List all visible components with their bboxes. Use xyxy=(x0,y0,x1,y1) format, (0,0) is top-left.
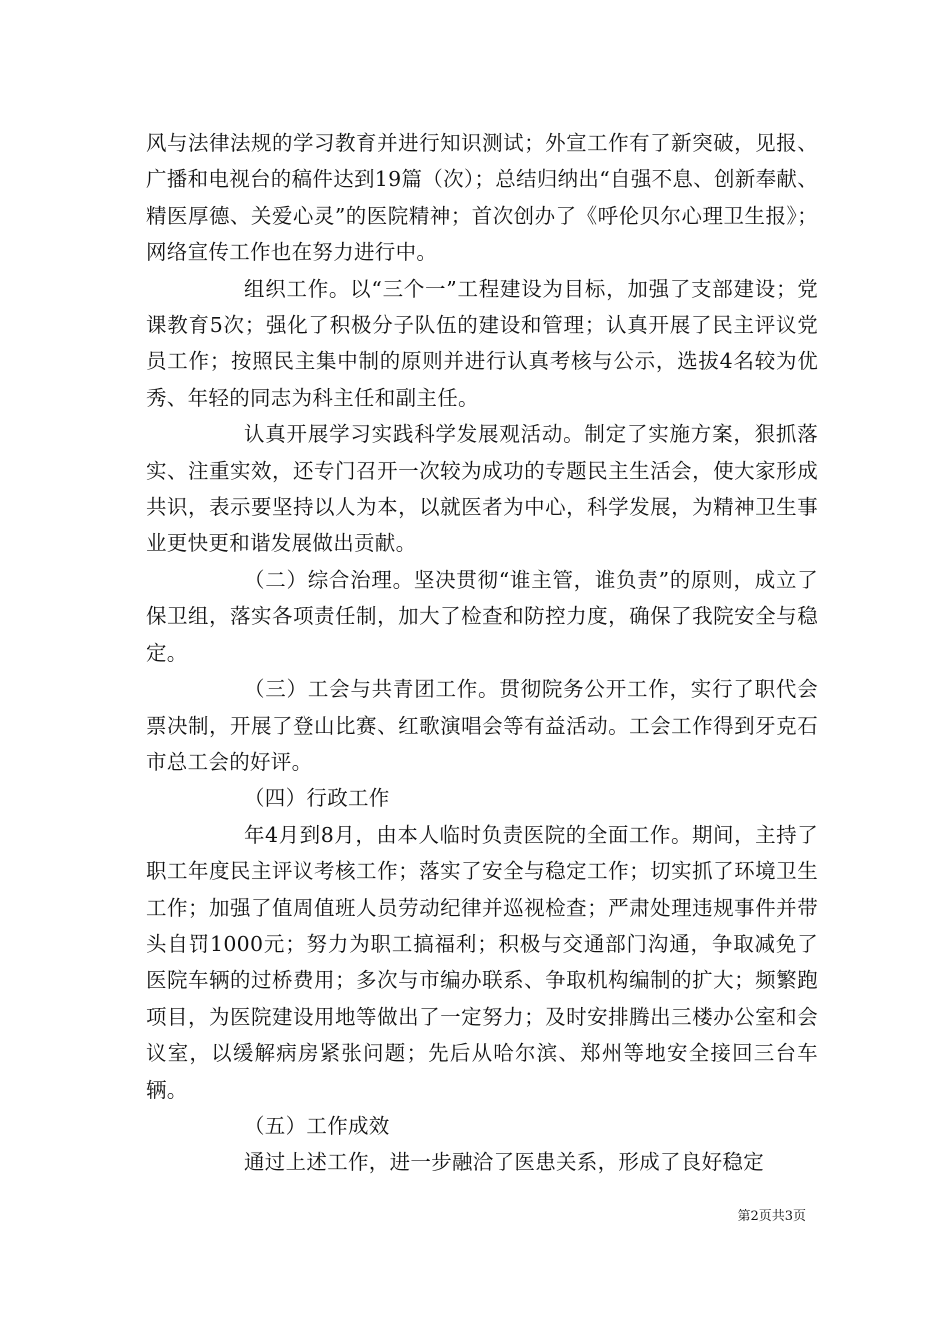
page-number-label: 第2页共3页 xyxy=(737,1209,806,1224)
paragraph-administrative-details: 年4月到8月，由本人临时负责医院的全面工作。期间，主持了职工年度民主评议考核工作；落实了安全与稳定工作；切实抓了环境卫生工作；加强了值周值班人员劳动纪律并巡视检查；严肃处理违规事件并带头自罚1000元；努力为职工搞福利；积极与交通部门沟通，争取减免了医院车辆的过桥费用；多次与市编办联系、争取机构编制的扩大；频繁跑项目，为医院建设用地等做出了一定努力；及时安排腾出三楼办公室和会议室，以缓解病房紧张问题；先后从哈尔滨、郑州等地安全接回三台车辆。 xyxy=(146,822,818,1102)
paragraph-union-youth-league: （三）工会与共青团工作。贯彻院务公开工作，实行了职代会票决制，开展了登山比赛、红歌演唱会等有益活动。工会工作得到牙克石市总工会的好评。 xyxy=(146,677,818,774)
paragraph-scientific-development: 认真开展学习实践科学发展观活动。制定了实施方案，狠抓落实、注重实效，还专门召开一次较为成功的专题民主生活会，使大家形成共识，表示要坚持以人为本，以就医者为中心，科学发展，为精神卫生事业更快更和谐发展做出贡献。 xyxy=(146,422,818,556)
paragraph-results-start: 通过上述工作，进一步融洽了医患关系，形成了良好稳定 xyxy=(244,1150,764,1175)
heading-work-results: （五）工作成效 xyxy=(244,1113,390,1138)
paragraph-publicity-continued: 风与法律法规的学习教育并进行知识测试；外宣工作有了新突破，见报、广播和电视台的稿件达到19篇（次）；总结归纳出“自强不息、创新奉献、精医厚德、关爱心灵”的医院精神；首次创办了《呼伦贝尔心理卫生报》；网络宣传工作也在努力进行中。 xyxy=(146,131,819,265)
heading-administrative-work: （四）行政工作 xyxy=(244,786,390,811)
document-body xyxy=(146,125,818,1181)
paragraph-organization-work: 组织工作。以“三个一”工程建设为目标，加强了支部建设；党课教育5次；强化了积极分子队伍的建设和管理；认真开展了民主评议党员工作；按照民主集中制的原则并进行认真考核与公示，选拔4名较为优秀、年轻的同志为科主任和副主任。 xyxy=(146,276,818,410)
paragraph-comprehensive-governance: （二）综合治理。坚决贯彻“谁主管，谁负责”的原则，成立了保卫组，落实各项责任制，加大了检查和防控力度，确保了我院安全与稳定。 xyxy=(146,567,818,665)
